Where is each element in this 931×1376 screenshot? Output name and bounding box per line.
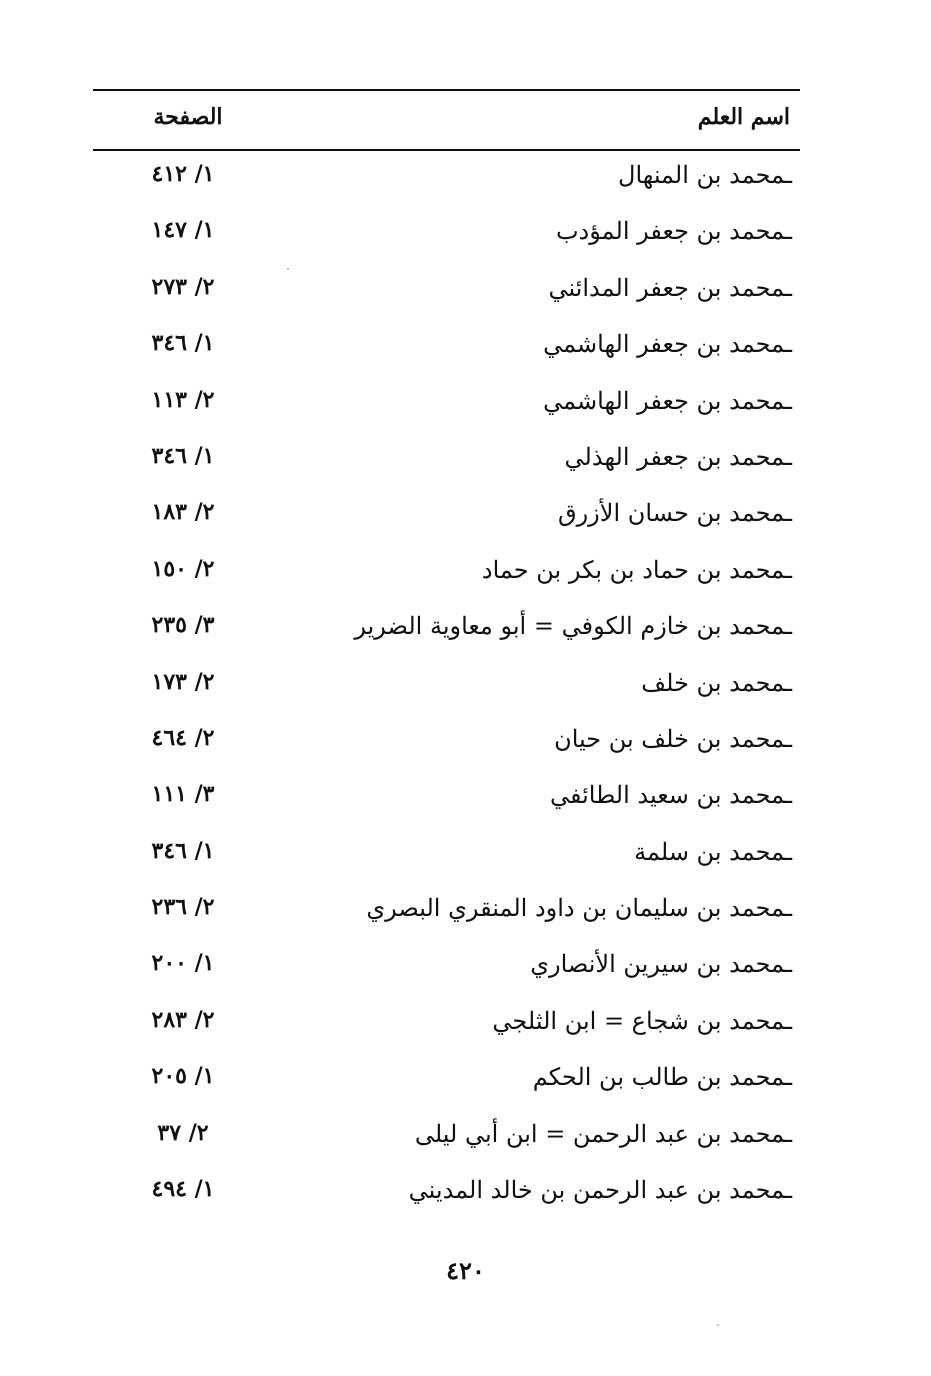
entry-name: ـمحمد بن المنهال	[618, 161, 792, 189]
entry-page-ref: ٢/ ١٨٣	[151, 499, 215, 526]
list-item	[93, 546, 800, 602]
entry-page-ref: ٢/ ١١٣	[151, 386, 215, 413]
entry-page-ref: ١/ ٢٠٠	[151, 950, 215, 977]
list-item	[93, 377, 800, 433]
entry-name: ـمحمد بن حسان الأزرق	[557, 499, 792, 528]
entry-page-ref: ٢/ ٢٣٦	[151, 894, 215, 921]
page-number: ٤٢٠	[446, 1256, 485, 1285]
entry-page-ref: ٢/ ١٥٠	[151, 555, 215, 582]
list-item	[93, 715, 800, 771]
entry-name: ـمحمد بن جعفر الهاشمي	[543, 330, 792, 359]
entry-page-ref: ١/ ١٤٧	[151, 217, 215, 244]
entry-name: ـمحمد بن عبد الرحمن = ابن أبي ليلى	[414, 1119, 792, 1148]
entry-name: ـمحمد بن سعيد الطائفي	[549, 781, 792, 810]
scan-speck	[287, 268, 289, 270]
entry-page-ref: ١/ ٣٤٦	[151, 330, 215, 357]
header-name-label: اسم العلم	[697, 104, 790, 130]
entry-name: ـمحمد بن عبد الرحمن بن خالد المديني	[408, 1176, 792, 1205]
entry-name: ـمحمد بن سليمان بن داود المنقري البصري	[366, 894, 792, 923]
list-item	[93, 320, 800, 376]
list-item	[93, 433, 800, 489]
entry-page-ref: ١/ ٣٤٦	[151, 837, 215, 864]
entry-page-ref: ٢/ ٢٨٣	[151, 1006, 215, 1033]
list-item	[93, 884, 800, 940]
top-rule	[93, 89, 800, 91]
list-item	[93, 602, 800, 658]
entry-page-ref: ٢/ ٤٦٤	[151, 724, 215, 751]
header-page-label: الصفحة	[153, 104, 223, 130]
entry-page-ref: ٣/ ٢٣٥	[151, 612, 215, 639]
entry-name: ـمحمد بن سلمة	[634, 837, 792, 866]
entry-name: ـمحمد بن جعفر الهذلي	[564, 442, 792, 471]
entry-name: ـمحمد بن جعفر المدائني	[548, 273, 792, 302]
entry-page-ref: ١/ ٤٩٤	[151, 1176, 215, 1203]
entry-name: ـمحمد بن حماد بن بكر بن حماد	[481, 555, 792, 584]
list-item	[93, 264, 800, 320]
entry-page-ref: ٢/ ١٧٣	[151, 668, 215, 695]
entry-page-ref: ٢/ ٢٧٣	[151, 273, 215, 300]
list-item	[93, 1110, 800, 1166]
list-item	[93, 659, 800, 715]
scan-speck	[717, 1324, 719, 1326]
list-item	[93, 151, 800, 207]
entry-name: ـمحمد بن طالب بن الحكم	[532, 1063, 792, 1092]
list-item	[93, 489, 800, 545]
list-item	[93, 997, 800, 1053]
table-header	[93, 96, 800, 144]
list-item	[93, 828, 800, 884]
list-item	[93, 1166, 800, 1222]
entry-name: ـمحمد بن جعفر المؤدب	[555, 217, 792, 246]
entry-page-ref: ١/ ٣٤٦	[151, 442, 215, 469]
entry-page-ref: ٢/ ٣٧	[157, 1119, 209, 1146]
entry-name: ـمحمد بن خلف	[641, 668, 792, 697]
list-item	[93, 207, 800, 263]
list-item	[93, 771, 800, 827]
list-item	[93, 1053, 800, 1109]
list-item	[93, 940, 800, 996]
entry-name: ـمحمد بن سيرين الأنصاري	[530, 950, 792, 979]
entry-name: ـمحمد بن خلف بن حيان	[554, 724, 792, 753]
entry-name: ـمحمد بن شجاع = ابن الثلجي	[492, 1006, 792, 1035]
entry-page-ref: ١/ ٢٠٥	[151, 1063, 215, 1090]
entry-name: ـمحمد بن خازم الكوفي = أبو معاوية الضرير	[354, 612, 792, 641]
entries-list	[93, 151, 800, 1222]
entry-name: ـمحمد بن جعفر الهاشمي	[543, 386, 792, 415]
entry-page-ref: ٣/ ١١١	[151, 781, 215, 808]
entry-page-ref: ١/ ٤١٢	[151, 161, 215, 187]
